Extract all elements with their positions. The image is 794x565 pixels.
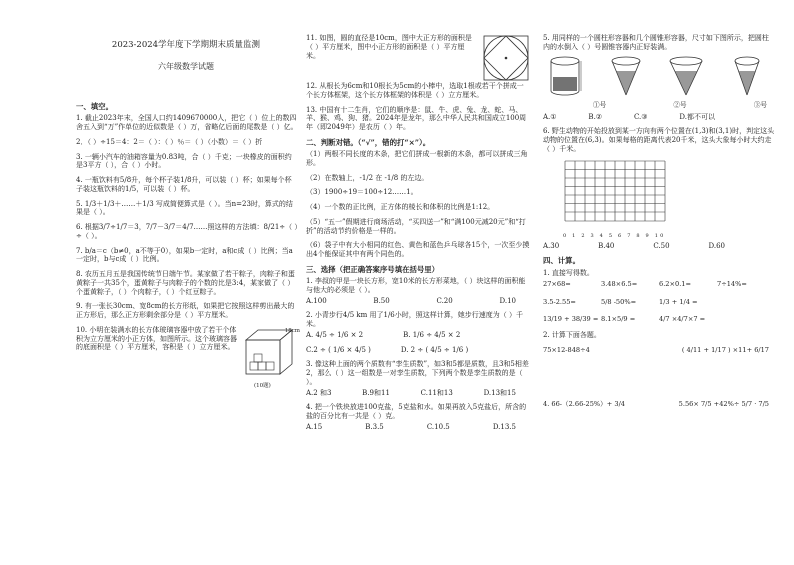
option: C.③ <box>633 112 648 121</box>
calc-expression: ( 4/11 + 1/17 ) ×11+ 6/17 <box>681 345 769 354</box>
container-dimension-label: 18cm <box>284 327 300 334</box>
section-true-false: 二、判断对错。（“√”，错的打“×”）。 <box>306 137 431 147</box>
choice-1-options <box>306 297 530 306</box>
question-11 <box>306 34 530 60</box>
option: D.都不可以 <box>679 112 715 121</box>
coordinate-grid <box>555 157 775 240</box>
question-4: 4. 一瓶饮料有5/8升，每个杯子装1/8升，可以装（ ）杯；如果每个杯子装这瓶饮料的1/5，可以装（ ）杯。 <box>76 176 292 193</box>
section-fill-blank: 一、填空。 <box>76 102 113 111</box>
question-13: 13. 中国有十二生肖，它们的顺序是：鼠、牛、虎、兔、龙、蛇、马、羊、猴、鸡、狗、猪。2024年是龙年，那么中华人民共和国成立100周年（即2049年）是农历（ ）年。 <box>306 105 527 131</box>
choice-4: 4. 把一个铁块放进100克盐，5克盐和水。如果再放入5克盐后，所含的盐的百分比有一共是（ ）克。 <box>306 403 527 420</box>
cylinder-cone-figures <box>543 55 775 101</box>
calc-item: 5/8 -50%= <box>601 297 637 306</box>
calc-item: 3.48×6.5= <box>601 280 638 289</box>
option: C.20 <box>436 296 453 305</box>
question-11-text: 11. 如图，圆的直径是10cm，图中大正方形的面积是（ ）平方厘米，图中小正方形的面积是（ ）平方厘米。 <box>306 34 472 60</box>
calc-item: 6.2×0.1= <box>659 280 692 289</box>
option: D.13.5 <box>492 422 516 431</box>
choice-5: 5. 用同样的一个圆柱形容器和几个圆锥形容器，尺寸如下图所示，把圆柱内的水倒入（ ）号圆锥容器内正好装满。 <box>543 34 769 51</box>
option: C.50 <box>653 241 670 250</box>
calc-expression: 75×12-848÷4 <box>543 345 590 354</box>
option: A.① <box>543 112 557 121</box>
question-10 <box>76 325 300 389</box>
cone-1-figure <box>606 55 646 99</box>
judge-6: （6）袋子中有大小相同的红色、黄色和蓝色乒乓球各15个，一次至少摸出4个能保证其中有两个同色的。 <box>306 241 530 258</box>
choice-5-options <box>543 113 775 122</box>
question-6: 6. 根据3/7÷1/7＝3，7/7－3/7＝4/7……照这样的方法填：8/21÷（ ）÷（ ）。 <box>76 223 298 240</box>
option: D.13和15 <box>483 388 516 397</box>
circle-square-figure <box>482 34 530 82</box>
option: A.100 <box>306 296 327 305</box>
option: C.2 ÷ ( 1/6 × 4/5 ) <box>306 345 371 354</box>
section-calculation: 四、计算。 <box>543 256 580 266</box>
circle-square-diagram <box>482 34 530 82</box>
section-choice: 三、选择（把正确答案序号填在括号里） <box>306 264 440 274</box>
column-middle <box>306 34 530 438</box>
cone-label: ①号 <box>593 100 607 109</box>
calc-item <box>717 315 775 323</box>
question-1: 1. 截止2023年末，全国人口约1409670000人，把它（ ）位上的数四舍五入到“万”作单位的近似数是（ ）万，省略亿后面的尾数是（ ）亿。 <box>76 114 298 131</box>
option: A.2 和3 <box>306 388 332 397</box>
judge-2: （2）在数轴上，-1/2 在 -1/8 的左边。 <box>306 173 429 182</box>
option: B.3.5 <box>365 422 384 431</box>
question-8: 8. 农历五月五是我国传统节日端午节。某家做了若干粽子，肉粽子和蛋黄粽子一共35个，蛋黄粽子与肉粽子的个数的比是3:4，某家做了（ ）个蛋黄粽子，（ ）个肉粽子，（ ）个红豆粽子。 <box>76 270 295 296</box>
cone-2-figure <box>666 55 706 99</box>
column-right <box>543 34 775 418</box>
calc-item: 4/7 ×4/7×7 = <box>659 314 706 323</box>
option: B. 1/6 ÷ 4/5 × 2 <box>403 330 461 339</box>
judge-1: （1）两根不同长度的木条，把它们拼成一根新的木条，都可以拼成三角形。 <box>306 150 528 167</box>
option: D. 2 ÷ ( 4/5 ÷ 1/6 ) <box>400 345 469 354</box>
cone-3-figure <box>727 55 767 99</box>
option: D.10 <box>499 296 516 305</box>
option: C.10.5 <box>426 422 450 431</box>
figure-caption: (10题) <box>254 382 271 389</box>
option: A. 4/5 ÷ 1/6 × 2 <box>306 330 364 339</box>
calc-item: 3.5-2.55= <box>543 297 576 306</box>
container-figure <box>242 326 300 389</box>
option: B.50 <box>373 296 390 305</box>
option: A.30 <box>543 241 560 250</box>
calc-2-title: 2. 计算下面各题。 <box>543 331 601 340</box>
choice-6-options <box>543 242 775 251</box>
calc-2-row-2 <box>543 400 775 408</box>
choice-2: 2. 小青步行4/5 km 用了1/6小时，照这样计算，她步行速度为（ ）千米。 <box>306 311 523 328</box>
question-9: 9. 有一张长30cm、宽8cm的长方形纸，如果把它按照这样剪出最大的正方形后，那么正方形剩余部分是（ ）平方厘米。 <box>76 302 295 319</box>
direct-calc-grid <box>543 280 775 323</box>
choice-6: 6. 野生动物的开始投放到某一方向有两个位置在(1,3)和(3,1)时，判定这头动物的位置在(6,3)。如果每格的距离代表20千米，这头大象每小时大约走（ ）千米。 <box>543 127 775 153</box>
choice-2-options-row1 <box>306 331 530 340</box>
option: A.15 <box>306 422 323 431</box>
calc-expression: 4. 66-（2.66-25%）+ 3/4 <box>543 400 625 409</box>
grid-x-axis-labels: 0 1 2 3 4 5 6 7 8 9 10 <box>563 233 666 240</box>
question-10-text: 10. 小明在装满水的长方体玻璃容器中放了若干个体积为立方厘米的小正方体，如图所示。这个玻璃容器的底面积是（ ）平方厘米，容积是（ ）立方厘米。 <box>76 325 237 352</box>
option: D.60 <box>708 241 725 250</box>
grid-diagram <box>555 157 685 231</box>
judge-4: （4）一个数的正比例，正方体的棱长和体积的比例是1:12。 <box>306 203 495 211</box>
option: C.11和13 <box>420 388 453 397</box>
calc-item: 1/3 + 1/4 = <box>659 297 698 306</box>
page-title: 2023-2024学年度下学期期末质量监测 <box>111 40 261 50</box>
page-subtitle: 六年级数学试题 <box>158 62 214 71</box>
option: B.② <box>588 112 603 121</box>
choice-1: 1. 李叔的甲是一块长方形，宽10米的长方形菜地，（ ）块这样的面积能与他大的必须是（ ）。 <box>306 277 526 294</box>
question-2: 2．（ ）÷15＝4：2＝（ ）：（ ）％＝（ ）（小数）＝（ ）折 <box>76 137 263 146</box>
question-7: 7. b/a＝c（b≠0，a不等于0），如果b一定时，a和c成（ ）比例；当a一定时，b与c成（ ）比例。 <box>76 246 293 264</box>
judge-5: （5）“五一”假期进行商场活动，“买四送一”和“满100元减20元”和“打折”的活动节约价格是一样的。 <box>306 217 526 235</box>
cone-labels <box>543 101 775 111</box>
question-12: 12. 从根长为6cm和10根长为5cm的小棒中，选取1根或若干个拼成一个长方体框架，这个长方体框架的体积是（ ）立方厘米。 <box>306 82 524 99</box>
choice-2-options-row2 <box>306 346 530 355</box>
column-left <box>76 98 300 389</box>
cylinder-figure <box>545 55 585 99</box>
option: B.9和11 <box>362 388 390 397</box>
calc-item: 8.1×5/9 = <box>601 314 636 323</box>
cone-label: ②号 <box>673 100 687 109</box>
option: B.40 <box>598 241 615 250</box>
calc-item <box>717 298 775 306</box>
choice-4-options <box>306 423 530 432</box>
choice-3-options <box>306 389 530 398</box>
calc-2-row-1 <box>543 346 775 354</box>
choice-3: 3. 像这种上面的两个质数有“孪生质数”，如3和5都是质数，且3和5相差2，那么（ ）这一组数是一对孪生质数，下列两个数是孪生质数的是（ ）。 <box>306 360 529 386</box>
judge-3: （3）1900÷19＝100÷12……1。 <box>306 188 418 197</box>
calc-item: 13/19 + 38/39 = <box>543 314 599 323</box>
calc-expression: 5.56× 7/5 +42%÷ 5/7 · 7/5 <box>678 400 769 409</box>
question-5: 5. 1/3＋1/3＋……＋1/3 写成简便算式是（ ）。当n=23时，算式的结果是（ ）。 <box>76 199 293 217</box>
calc-1-title: 1. 直接写得数。 <box>543 268 594 277</box>
calc-item: 7÷14%= <box>717 280 747 289</box>
question-3: 3. 一辆小汽车的油箱容量为0.83吨，合（ ）千克；一块橡皮的面积约是3平方（ ），合（ ）小时。 <box>76 152 292 170</box>
calc-item: 27×68= <box>543 280 571 289</box>
cone-label: ③号 <box>753 100 767 109</box>
